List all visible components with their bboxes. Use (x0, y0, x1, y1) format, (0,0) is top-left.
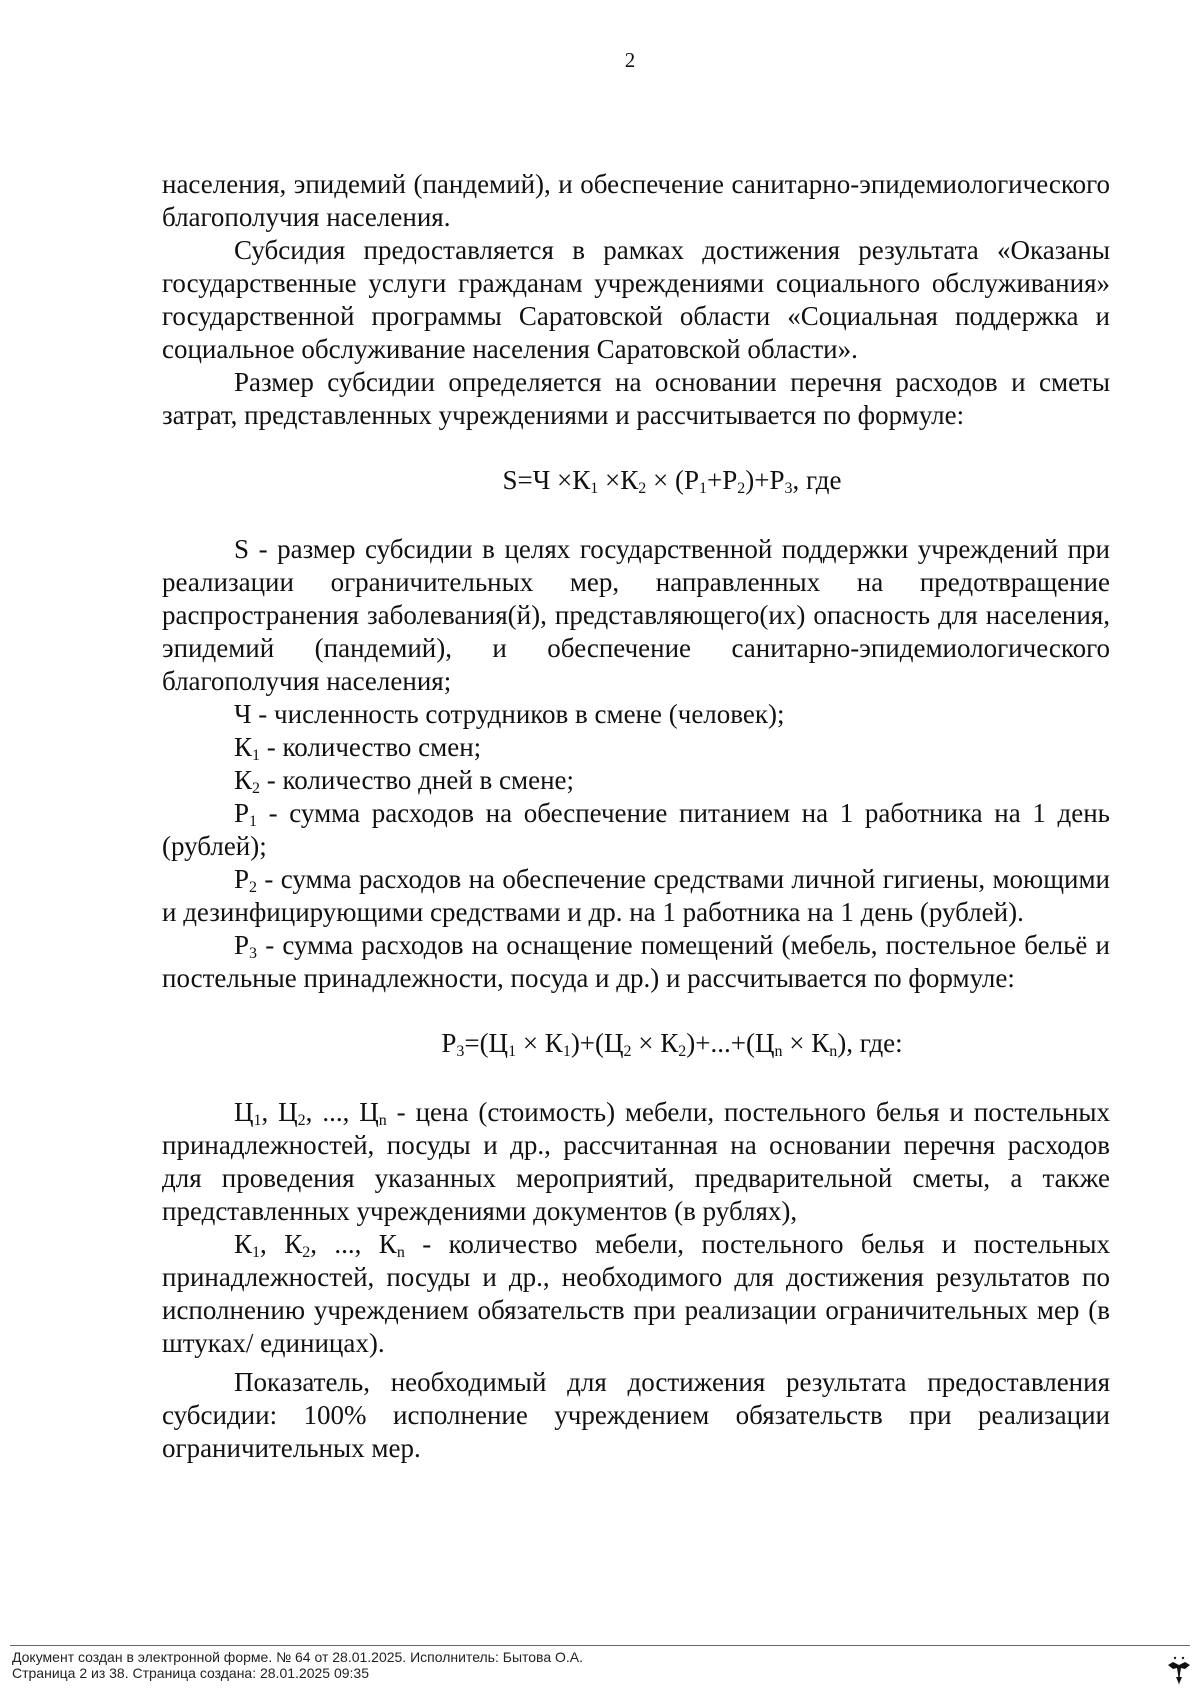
symbol: Р (234, 864, 250, 894)
definition-k1 (162, 731, 1110, 764)
symbol: Ц (359, 1097, 379, 1127)
separator: , (305, 1097, 323, 1127)
symbol: К (234, 732, 253, 762)
symbol: Ц (278, 1097, 298, 1127)
symbol: К (284, 1229, 303, 1259)
definition-k2 (162, 764, 1110, 797)
definition-c (162, 1096, 1110, 1228)
symbol-index: 1 (249, 813, 258, 830)
formula-index: 1 (590, 480, 599, 497)
page-number: 2 (624, 48, 636, 72)
definition-text: - сумма расходов на обеспечение питанием на 1 работника на 1 день (рублей); (162, 798, 1110, 861)
formula-part: )+...+(Ц (686, 1028, 775, 1058)
formula-index: n (774, 1043, 783, 1060)
symbol-index: 2 (302, 1244, 311, 1261)
definition-text: - количество мебели, постельного белья и постельных принадлежностей, посуды и др., необходимого для достижения результатов по исполнению учреждением обязательств при реализации ограничительных мер (в штуках/ единицах). (162, 1229, 1111, 1358)
formula-index: 3 (456, 1043, 465, 1060)
definition-text: - цена (стоимость) мебели, постельного белья и постельных принадлежностей, посуды и др., рассчитанная на основании перечня расходов для проведения указанных мероприятий, предварительной сметы, а также представленных учреждениями документов (в рублях), (162, 1097, 1111, 1226)
separator: , (260, 1229, 285, 1259)
footer-line-page: Страница 2 из 38. Страница создана: 28.01.2025 09:35 (12, 1665, 369, 1681)
formula-part: × К (782, 1028, 830, 1058)
definition-ch: Ч - численность сотрудников в смене (человек); (234, 699, 785, 729)
formula-part: =(Ц (464, 1028, 509, 1058)
formula-part: Р (441, 1028, 457, 1058)
paragraph-subsidy-purpose: Субсидия предоставляется в рамках достижения результата «Оказаны государственные услуги гражданам учреждениями социального обслуживания» государственной программы Саратовской области «Социальная поддержка и социальное обслуживание населения Саратовской области». (162, 235, 1110, 364)
formula-index: 2 (678, 1043, 687, 1060)
formula-part: ×К (598, 465, 639, 495)
paragraph-continuation: населения, эпидемий (пандемий), и обеспечение санитарно-эпидемиологического благополучия населения. (162, 169, 1110, 232)
formula-index: n (829, 1043, 838, 1060)
symbol-index: 1 (253, 1112, 262, 1129)
symbol: К (234, 1229, 253, 1259)
document-footer (12, 1649, 583, 1681)
definition-p2 (162, 863, 1110, 929)
document-body (162, 168, 1110, 1465)
formula-part: )+Р (745, 465, 785, 495)
formula-index: 2 (623, 1043, 632, 1060)
formula-index: 1 (699, 480, 708, 497)
formula-part: × К (516, 1028, 563, 1058)
formula-part: S=Ч ×К (502, 465, 591, 495)
footer-divider (10, 1645, 1190, 1646)
paragraph-subsidy-size: Размер субсидии определяется на основании перечня расходов и сметы затрат, представленных учреждениями и рассчитывается по формуле: (162, 367, 1110, 430)
formula-index: 3 (784, 480, 793, 497)
symbol-index: 2 (297, 1112, 306, 1129)
separator: , (261, 1097, 279, 1127)
formula-index: 2 (638, 480, 647, 497)
symbol: Р (234, 930, 250, 960)
formula-p3 (162, 1027, 1110, 1060)
definition-k (162, 1228, 1110, 1360)
symbol-index: 1 (252, 747, 261, 764)
symbol: Р (234, 798, 250, 828)
formula-index: 1 (508, 1043, 517, 1060)
paragraph-indicator: Показатель, необходимый для достижения результата предоставления субсидии: 100% исполнение учреждением обязательств при реализации ограничительных мер. (162, 1367, 1110, 1463)
formula-subsidy (162, 464, 1110, 497)
definition-s: S - размер субсидии в целях государственной поддержки учреждений при реализации ограничительных мер, направленных на предотвращение распространения заболевания(й), представляющего(их) опасность для населения, эпидемий (пандемий), и обеспечение санитарно-эпидемиологического благополучия населения; (162, 534, 1110, 696)
symbol: К (378, 1229, 397, 1259)
formula-part: , где (792, 465, 842, 495)
formula-part: × (Р (646, 465, 700, 495)
definition-text: - количество дней в смене; (260, 765, 575, 795)
symbol: Ц (234, 1097, 254, 1127)
footer-line-document: Документ создан в электронной форме. № 64 от 28.01.2025. Исполнитель: Бытова О.А. (12, 1649, 584, 1665)
symbol-index: 1 (252, 1244, 261, 1261)
formula-index: 2 (737, 480, 746, 497)
definition-text: - сумма расходов на обеспечение средствами личной гигиены, моющими и дезинфицирующими средствами и др. на 1 работника на 1 день (рублей). (162, 864, 1110, 927)
symbol: К (234, 765, 253, 795)
symbol-index: 3 (249, 945, 258, 962)
formula-part: ), где: (837, 1028, 903, 1058)
separator: , (310, 1229, 335, 1259)
coat-of-arms-icon (1167, 1656, 1191, 1688)
definition-text: - количество смен; (260, 732, 482, 762)
definition-p3 (162, 929, 1110, 995)
definition-text: - сумма расходов на оснащение помещений (мебель, постельное бельё и постельные принадлежности, посуда и др.) и рассчитывается по формуле: (162, 930, 1110, 993)
symbol-index: n (378, 1112, 387, 1129)
symbol-index: 2 (249, 879, 258, 896)
ellipsis: ..., (334, 1229, 379, 1259)
formula-part: +Р (707, 465, 738, 495)
definition-p1 (162, 797, 1110, 863)
formula-part: )+(Ц (570, 1028, 624, 1058)
formula-part: × К (631, 1028, 679, 1058)
symbol-index: n (396, 1244, 405, 1261)
formula-index: 1 (562, 1043, 571, 1060)
symbol-index: 2 (252, 780, 261, 797)
ellipsis: ..., (322, 1097, 360, 1127)
